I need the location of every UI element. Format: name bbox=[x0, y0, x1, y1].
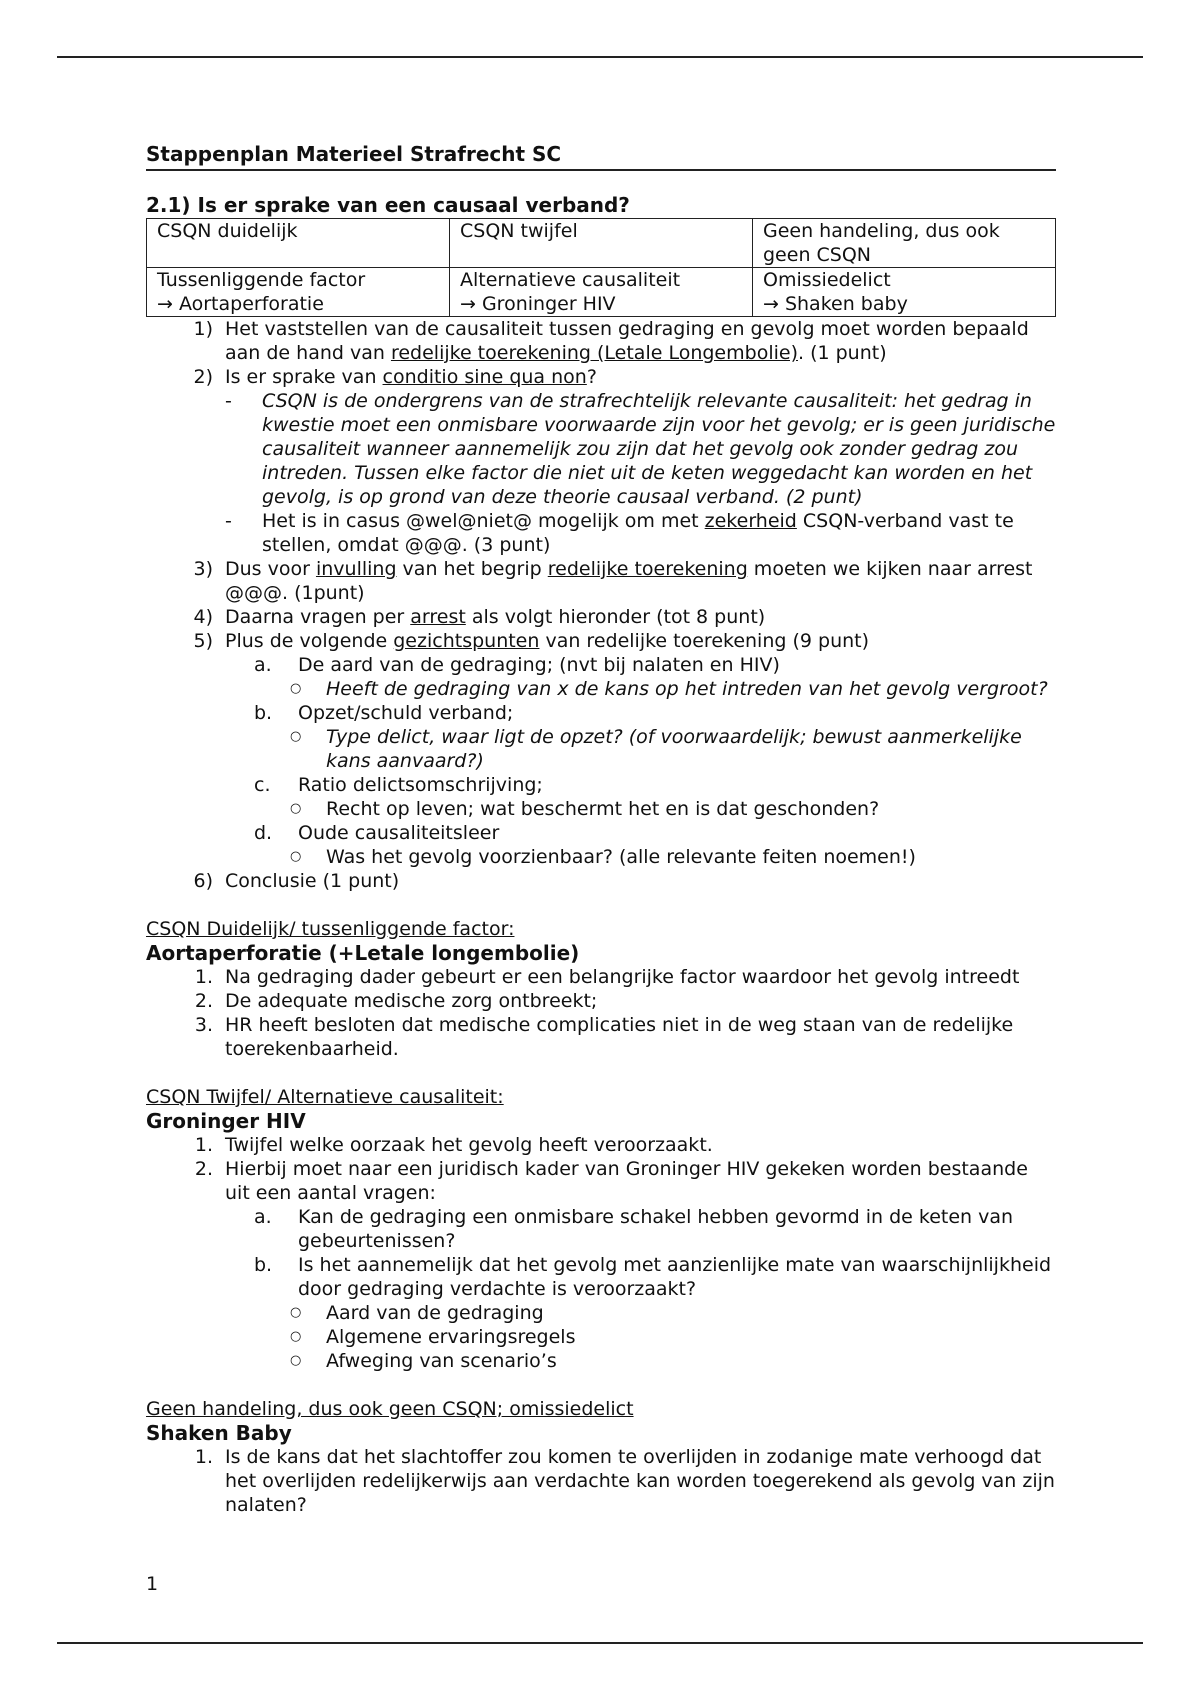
dash-bullet: - bbox=[225, 510, 232, 532]
circle-bullet-icon: ○ bbox=[290, 1305, 302, 1320]
list-text bbox=[225, 317, 1056, 365]
list-letter: b. bbox=[254, 702, 273, 724]
text: Het is in casus @wel@niet@ mogelijk om met bbox=[262, 510, 705, 532]
underlined-text: invulling bbox=[315, 558, 397, 580]
text: Plus de volgende bbox=[225, 630, 394, 652]
table-cell: CSQN duidelijk bbox=[147, 219, 450, 268]
list-text bbox=[262, 509, 1056, 557]
list-text: De adequate medische zorg ontbreekt; bbox=[225, 990, 598, 1012]
table-cell: Geen handeling, dus ook geen CSQN bbox=[753, 219, 1056, 268]
steps-list bbox=[146, 317, 1056, 893]
list-number: 1. bbox=[194, 1446, 213, 1468]
section-groninger-hiv bbox=[146, 1085, 1056, 1373]
list-item bbox=[146, 773, 1056, 797]
list-text: Aard van de gedraging bbox=[326, 1302, 544, 1324]
list-text: Opzet/schuld verband; bbox=[298, 702, 514, 724]
list-letter: d. bbox=[254, 822, 273, 844]
page-number: 1 bbox=[146, 1573, 159, 1595]
text: Is er sprake van bbox=[225, 366, 383, 388]
list-item bbox=[146, 629, 1056, 653]
list-item bbox=[146, 1157, 1056, 1205]
list-letter: a. bbox=[254, 654, 272, 676]
list-item bbox=[146, 797, 1056, 821]
text: van redelijke toerekening (9 punt) bbox=[539, 630, 870, 652]
section-title: Aortaperforatie (+Letale longembolie) bbox=[146, 941, 580, 965]
list-letter: a. bbox=[254, 1206, 272, 1228]
list-letter: c. bbox=[254, 774, 271, 796]
table-cell: Alternatieve causaliteit → Groninger HIV bbox=[450, 268, 753, 317]
list-number: 3. bbox=[194, 1014, 213, 1036]
list-text: Hierbij moet naar een juridisch kader van Groninger HIV gekeken worden bestaande uit een aantal vragen: bbox=[225, 1158, 1028, 1204]
list-item bbox=[146, 1253, 1056, 1301]
text: . (1 punt) bbox=[797, 342, 887, 364]
list-item bbox=[146, 869, 1056, 893]
list-text: Ratio delictsomschrijving; bbox=[298, 774, 543, 796]
document-title: Stappenplan Materieel Strafrecht SC bbox=[146, 142, 1056, 171]
list-item bbox=[146, 389, 1056, 509]
underlined-text: zekerheid bbox=[704, 510, 797, 532]
list-letter: b. bbox=[254, 1254, 273, 1276]
circle-bullet-icon: ○ bbox=[290, 1353, 302, 1368]
section-heading: CSQN Twijfel/ Alternatieve causaliteit: bbox=[146, 1086, 504, 1108]
list-number: 1) bbox=[193, 318, 213, 340]
table-row bbox=[147, 268, 1056, 317]
list-item bbox=[146, 1445, 1056, 1517]
list-text: HR heeft besloten dat medische complicaties niet in de weg staan van de redelijke toerekenbaarheid. bbox=[225, 1014, 1014, 1060]
causality-table bbox=[146, 218, 1056, 317]
bottom-rule bbox=[57, 1642, 1143, 1644]
list-item bbox=[146, 1325, 1056, 1349]
underlined-text: gezichtspunten bbox=[393, 630, 540, 652]
list-text: Is de kans dat het slachtoffer zou komen te overlijden in zodanige mate verhoogd dat het overlijden redelijkerwijs aan verdachte kan worden toegerekend als gevolg van zijn nalaten? bbox=[225, 1446, 1055, 1516]
text: van het begrip bbox=[396, 558, 548, 580]
list-text: Algemene ervaringsregels bbox=[326, 1326, 576, 1348]
list-number: 2. bbox=[194, 990, 213, 1012]
list-text: Conclusie (1 punt) bbox=[225, 870, 400, 892]
circle-bullet-icon: ○ bbox=[290, 729, 302, 744]
list-item bbox=[146, 701, 1056, 725]
italic-text: Type delict, waar ligt de opzet? (of voorwaardelijk; bewust aanmerkelijke kans aanvaard?) bbox=[326, 726, 1022, 772]
list-text bbox=[225, 557, 1056, 605]
list-item bbox=[146, 1349, 1056, 1373]
list-number: 3) bbox=[193, 558, 213, 580]
section-heading: Geen handeling, dus ook geen CSQN; omissiedelict bbox=[146, 1398, 634, 1420]
list-text: Afweging van scenario’s bbox=[326, 1350, 557, 1372]
table-cell: Tussenliggende factor → Aortaperforatie bbox=[147, 268, 450, 317]
italic-text: CSQN is de ondergrens van de strafrechtelijk relevante causaliteit: het gedrag in kwestie moet een onmisbare voorwaarde zijn voor het gevolg; er is geen juridische causaliteit wanneer aannemelijk zou zijn dat het gevolg ook zonder gedrag zou intreden. Tussen elke factor die niet uit de keten weggedacht kan worden en het gevolg, is op grond van deze theorie causaal verband. (2 punt) bbox=[262, 390, 1056, 508]
question-heading: 2.1) Is er sprake van een causaal verband? bbox=[146, 193, 630, 217]
list-item bbox=[146, 965, 1056, 989]
text: Dus voor bbox=[225, 558, 316, 580]
list-item bbox=[146, 1205, 1056, 1253]
section-aortaperforatie bbox=[146, 917, 1056, 1061]
underlined-text: redelijke toerekening bbox=[547, 558, 748, 580]
circle-bullet-icon: ○ bbox=[290, 1329, 302, 1344]
list-text: Kan de gedraging een onmisbare schakel hebben gevormd in de keten van gebeurtenissen? bbox=[298, 1206, 1014, 1252]
list-number: 2. bbox=[194, 1158, 213, 1180]
list-item bbox=[146, 989, 1056, 1013]
list-text bbox=[225, 605, 1056, 629]
list-number: 5) bbox=[193, 630, 213, 652]
section-title: Shaken Baby bbox=[146, 1421, 292, 1445]
list-number: 4) bbox=[193, 606, 213, 628]
section-shaken-baby bbox=[146, 1397, 1056, 1517]
list-item bbox=[146, 365, 1056, 389]
top-rule bbox=[57, 56, 1143, 58]
list-text: Oude causaliteitsleer bbox=[298, 822, 500, 844]
list-text: Is het aannemelijk dat het gevolg met aanzienlijke mate van waarschijnlijkheid door gedraging verdachte is veroorzaakt? bbox=[298, 1254, 1052, 1300]
text: als volgt hieronder (tot 8 punt) bbox=[465, 606, 766, 628]
list-item bbox=[146, 1301, 1056, 1325]
italic-text: Heeft de gedraging van x de kans op het intreden van het gevolg vergroot? bbox=[326, 678, 1048, 700]
text: Het vaststellen van de causaliteit tussen gedraging en gevolg moet worden bepaald aan de hand van bbox=[225, 318, 1029, 364]
list-number: 1. bbox=[194, 966, 213, 988]
list-text: Twijfel welke oorzaak het gevolg heeft veroorzaakt. bbox=[225, 1134, 713, 1156]
list-item bbox=[146, 557, 1056, 605]
text: Daarna vragen per bbox=[225, 606, 411, 628]
list-text bbox=[225, 365, 1056, 389]
circle-bullet-icon: ○ bbox=[290, 681, 302, 696]
underlined-text: arrest bbox=[410, 606, 466, 628]
text: ? bbox=[586, 366, 597, 388]
circle-bullet-icon: ○ bbox=[290, 801, 302, 816]
list-item bbox=[146, 605, 1056, 629]
text: moeten we kijken naar arrest @@@. (1punt) bbox=[225, 558, 1033, 604]
list-item bbox=[146, 845, 1056, 869]
list-item bbox=[146, 1133, 1056, 1157]
page-content bbox=[146, 142, 1056, 1517]
table-cell: Omissiedelict → Shaken baby bbox=[753, 268, 1056, 317]
text: CSQN-verband vast te stellen, omdat @@@. (3 punt) bbox=[262, 510, 1014, 556]
section-heading: CSQN Duidelijk/ tussenliggende factor: bbox=[146, 918, 515, 940]
list-item bbox=[146, 725, 1056, 773]
list-item bbox=[146, 653, 1056, 677]
list-item bbox=[146, 821, 1056, 845]
list-text: De aard van de gedraging; (nvt bij nalaten en HIV) bbox=[298, 654, 780, 676]
list-text: Was het gevolg voorzienbaar? (alle relevante feiten noemen!) bbox=[326, 846, 916, 868]
list-item bbox=[146, 1013, 1056, 1061]
section-title: Groninger HIV bbox=[146, 1109, 306, 1133]
list-item bbox=[146, 509, 1056, 557]
table-cell: CSQN twijfel bbox=[450, 219, 753, 268]
circle-bullet-icon: ○ bbox=[290, 849, 302, 864]
list-text bbox=[225, 629, 1056, 653]
underlined-text: redelijke toerekening (Letale Longembolie) bbox=[390, 342, 798, 364]
list-text: Na gedraging dader gebeurt er een belangrijke factor waardoor het gevolg intreedt bbox=[225, 966, 1020, 988]
table-row bbox=[147, 219, 1056, 268]
list-number: 2) bbox=[193, 366, 213, 388]
list-item bbox=[146, 317, 1056, 365]
underlined-text: conditio sine qua non bbox=[382, 366, 587, 388]
list-number: 1. bbox=[194, 1134, 213, 1156]
list-item bbox=[146, 677, 1056, 701]
list-number: 6) bbox=[193, 870, 213, 892]
list-text: Recht op leven; wat beschermt het en is dat geschonden? bbox=[326, 798, 880, 820]
dash-bullet: - bbox=[225, 390, 232, 412]
